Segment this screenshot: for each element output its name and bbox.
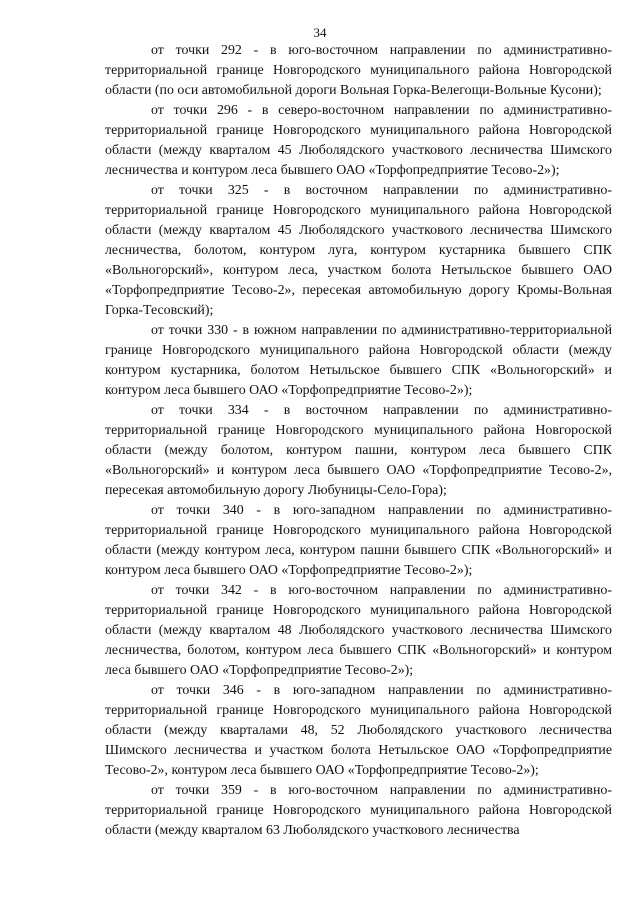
- document-body: [105, 41, 612, 841]
- paragraph-point-325: от точки 325 - в восточном направлении по административно-территориальной границе Новгородского муниципального района Новгородской области (между кварталом 45 Люболядского участкового лесничества Шимского лесничества, болотом, контуром луга, контуром кустарника бывшего СПК «Вольногорский», контуром леса, участком болота Нетыльское бывшего ОАО «Торфопредприятие Тесово-2», пересекая автомобильную дорогу Кромы-Вольная Горка-Тесовский);: [105, 183, 612, 318]
- paragraph-point-334: от точки 334 - в восточном направлении по административно-территориальной границе Новгородского муниципального района Новгороской области (между болотом, контуром пашни, контуром леса бывшего СПК «Вольногорский» и контуром леса бывшего ОАО «Торфопредприятие Тесово-2», пересекая автомобильную дорогу Любуницы-Село-Гора);: [105, 403, 612, 498]
- paragraph-point-340: от точки 340 - в юго-западном направлении по административно-территориальной границе Новгородского муниципального района Новгородской области (между контуром леса, контуром пашни бывшего СПК «Вольногорский» и контуром леса бывшего ОАО «Торфопредприятие Тесово-2»);: [105, 503, 612, 578]
- paragraph-point-330: от точки 330 - в южном направлении по административно-территориальной границе Новгородского муниципального района Новгородской области (между контуром кустарника, болотом Нетыльское бывшего СПК «Вольногорский» и контуром леса бывшего ОАО «Торфопредприятие Тесово-2»);: [105, 323, 612, 398]
- paragraph-point-292: от точки 292 - в юго-восточном направлении по административно-территориальной границе Новгородского муниципального района Новгородской области (по оси автомобильной дороги Вольная Горка-Велегощи-Вольные Кусони);: [105, 43, 612, 98]
- paragraph-point-296: от точки 296 - в северо-восточном направлении по административно-территориальной границе Новгородского муниципального района Новгородской области (между кварталом 45 Люболядского участкового лесничества Шимского лесничества и контуром леса бывшего ОАО «Торфопредприятие Тесово-2»);: [105, 103, 612, 178]
- paragraph-point-342: от точки 342 - в юго-восточном направлении по административно-территориальной границе Новгородского муниципального района Новгородской области (между кварталом 48 Люболядского участкового лесничества Шимского лесничества, болотом, контуром леса бывшего СПК «Вольногорский» и контуром леса бывшего ОАО «Торфопредприятие Тесово-2»);: [105, 583, 612, 678]
- paragraph-point-359: от точки 359 - в юго-восточном направлении по административно-территориальной границе Новгородского муниципального района Новгородской области (между кварталом 63 Люболядского участкового лесничества: [105, 783, 612, 838]
- paragraph-point-346: от точки 346 - в юго-западном направлении по административно-территориальной границе Новгородского муниципального района Новгородской области (между кварталами 48, 52 Люболядского участкового лесничества Шимского лесничества и участком болота Нетыльское ОАО «Торфопредприятие Тесово-2», контуром леса бывшего ОАО «Торфопредприятие Тесово-2»);: [105, 683, 612, 778]
- page-number: 34: [313, 25, 327, 40]
